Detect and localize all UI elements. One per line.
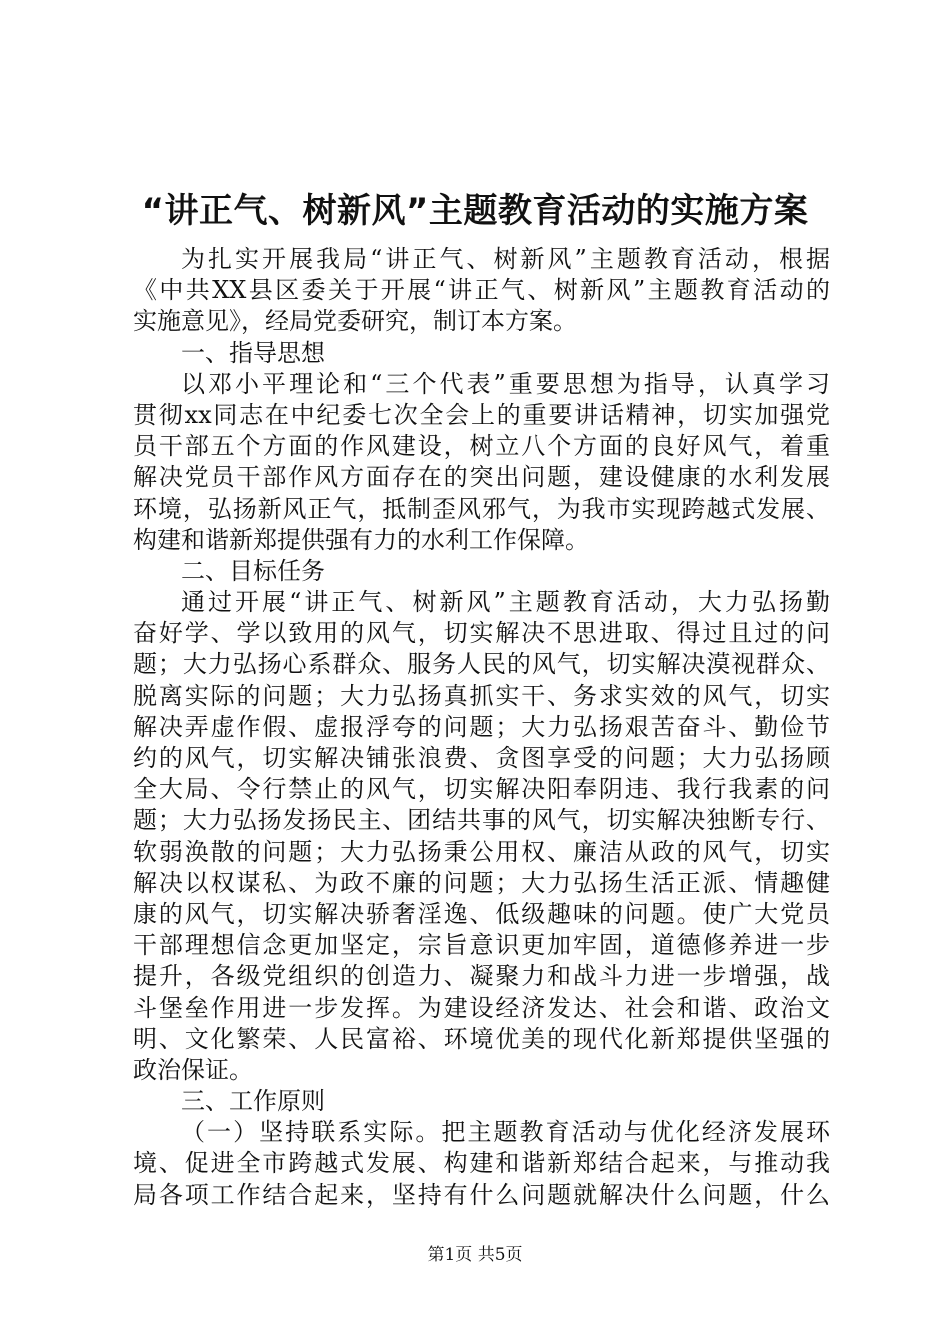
text-line: 软弱涣散的问题；大力弘扬秉公用权、廉洁从政的风气，切实 (133, 837, 830, 866)
document-body (133, 244, 830, 1211)
text-line: 实施意见》，经局党委研究，制订本方案。 (133, 307, 577, 336)
text-line: 康的风气，切实解决骄奢淫逸、低级趣味的问题。使广大党员 (133, 899, 830, 928)
text-line: 题；大力弘扬心系群众、服务人民的风气，切实解决漠视群众、 (133, 650, 830, 679)
text-line: 全大局、令行禁止的风气，切实解决阳奉阴违、我行我素的问 (133, 775, 830, 804)
text-line: 政治保证。 (133, 1055, 253, 1084)
document-title: “讲正气、树新风”主题教育活动的实施方案 (141, 191, 809, 231)
text-line: （一）坚持联系实际。把主题教育活动与优化经济发展环 (181, 1118, 830, 1147)
text-line: 境、促进全市跨越式发展、构建和谐新郑结合起来，与推动我 (133, 1149, 830, 1178)
text-line: 约的风气，切实解决铺张浪费、贪图享受的问题；大力弘扬顾 (133, 744, 830, 772)
text-line: 脱离实际的问题；大力弘扬真抓实干、务求实效的风气，切实 (133, 681, 830, 710)
text-line: 贯彻xx同志在中纪委七次全会上的重要讲话精神，切实加强党 (133, 400, 830, 429)
text-line: 以邓小平理论和“三个代表”重要思想为指导，认真学习 (181, 369, 830, 398)
text-line: 员干部五个方面的作风建设，树立八个方面的良好风气，着重 (133, 432, 830, 461)
text-line: 构建和谐新郑提供强有力的水利工作保障。 (133, 525, 589, 554)
text-line: 《中共XX县区委关于开展“讲正气、树新风”主题教育活动的 (133, 276, 830, 305)
text-line: 奋好学、学以致用的风气，切实解决不思进取、得过且过的问 (133, 619, 830, 648)
text-line: 解决以权谋私、为政不廉的问题；大力弘扬生活正派、情趣健 (133, 868, 830, 897)
page-footer: 第1页 共5页 (427, 1245, 523, 1265)
text-line: 通过开展“讲正气、树新风”主题教育活动，大力弘扬勤 (181, 588, 830, 617)
text-line: 局各项工作结合起来，坚持有什么问题就解决什么问题，什么 (133, 1180, 830, 1209)
text-line: 提升，各级党组织的创造力、凝聚力和战斗力进一步增强，战 (133, 962, 830, 991)
text-line: 二、目标任务 (181, 556, 325, 585)
text-line: 解决弄虚作假、虚报浮夸的问题；大力弘扬艰苦奋斗、勤俭节 (133, 712, 830, 741)
text-line: 解决党员干部作风方面存在的突出问题，建设健康的水利发展 (133, 463, 830, 492)
text-line: 干部理想信念更加坚定，宗旨意识更加牢固，道德修养进一步 (133, 931, 830, 960)
text-line: 斗堡垒作用进一步发挥。为建设经济发达、社会和谐、政治文 (133, 993, 830, 1022)
text-line: 题；大力弘扬发扬民主、团结共事的风气，切实解决独断专行、 (133, 806, 830, 835)
text-line: 三、工作原则 (181, 1087, 325, 1116)
text-line: 一、指导思想 (181, 338, 325, 367)
text-line: 为扎实开展我局“讲正气、树新风”主题教育活动，根据 (181, 245, 830, 273)
text-line: 明、文化繁荣、人民富裕、环境优美的现代化新郑提供坚强的 (133, 1024, 830, 1053)
text-line: 环境，弘扬新风正气，抵制歪风邪气，为我市实现跨越式发展、 (133, 494, 830, 523)
